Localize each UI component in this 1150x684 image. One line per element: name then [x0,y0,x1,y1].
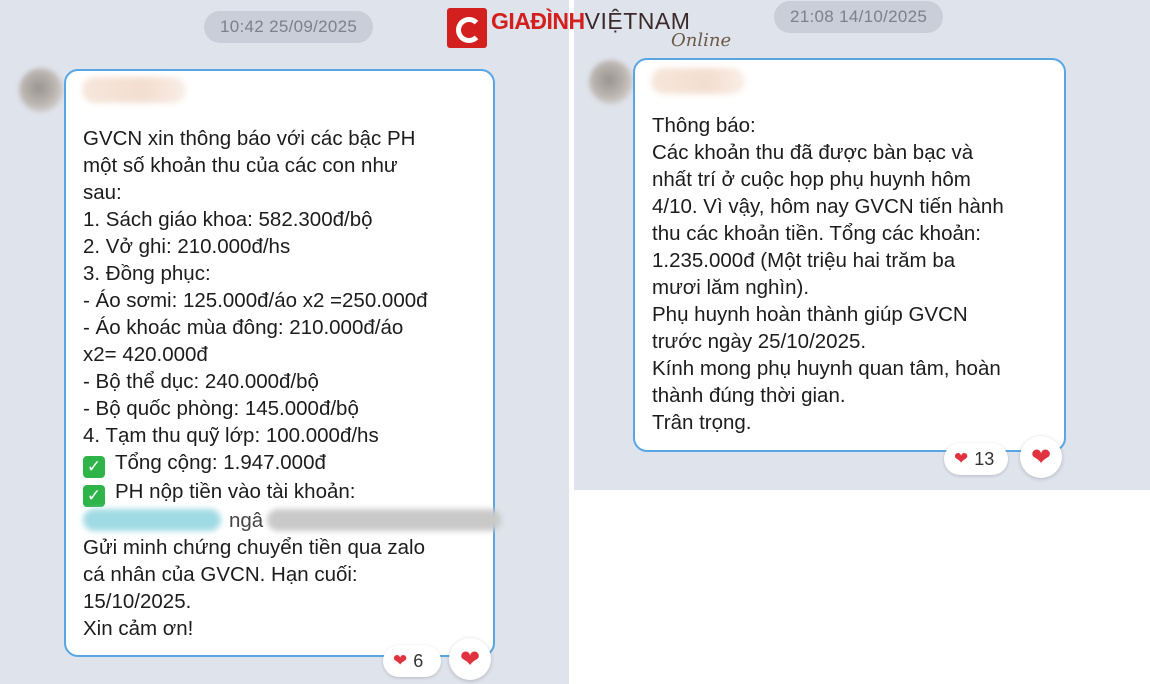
heart-icon: ❤ [393,651,408,670]
account-name-redacted [267,509,501,531]
sender-name-redacted [651,68,745,94]
message-line: 1.235.000đ (Một triệu hai trăm ba [652,249,956,272]
reaction-count: 13 [974,448,995,469]
message-line: cá nhân của GVCN. Hạn cuối: [83,563,358,586]
message-line: GVCN xin thông báo với các bậc PH [83,127,416,150]
timestamp-pill: 21:08 14/10/2025 [774,1,943,33]
message-line: 4. Tạm thu quỹ lớp: 100.000đ/hs [83,424,379,447]
chat-panel-left [0,0,569,684]
checkmark-icon: ✓ [83,456,105,478]
message-line: 4/10. Vì vậy, hôm nay GVCN tiến hành [652,195,1004,218]
react-heart-button[interactable] [1020,436,1062,478]
message-line: sau: [83,181,122,204]
message-text [652,112,1062,436]
message-line: - Áo sơmi: 125.000đ/áo x2 =250.000đ [83,289,428,312]
total-text: Tổng cộng: 1.947.000đ [115,451,326,474]
message-line: 3. Đồng phục: [83,262,211,285]
heart-icon: ❤ [954,449,969,468]
message-line: nhất trí ở cuộc họp phụ huynh hôm [652,168,971,191]
logo-mark-icon [447,8,487,48]
checkmark-icon: ✓ [83,485,105,507]
message-line: 1. Sách giáo khoa: 582.300đ/bộ [83,208,373,231]
watermark-logo [447,6,732,51]
message-line: Xin cảm ơn! [83,617,194,640]
reaction-count: 6 [413,650,424,671]
message-line: Phụ huynh hoàn thành giúp GVCN [652,303,968,326]
chat-panel-right [574,0,1150,490]
logo-brand-script: Online [671,30,732,51]
message-line: - Bộ quốc phòng: 145.000đ/bộ [83,397,359,420]
logo-brand-red: GIAĐÌNH [491,8,585,34]
logo-wordmark [491,6,732,51]
timestamp-pill: 10:42 25/09/2025 [204,11,373,43]
message-line: 2. Vở ghi: 210.000đ/hs [83,235,291,258]
message-line: thu các khoản tiền. Tổng các khoản: [652,222,981,245]
message-text [83,125,493,642]
message-bubble[interactable] [64,69,495,657]
message-line: - Bộ thể dục: 240.000đ/bộ [83,370,319,393]
message-line: trước ngày 25/10/2025. [652,330,867,353]
message-line: - Áo khoác mùa đông: 210.000đ/áo [83,316,404,339]
message-line: Trân trọng. [652,411,752,434]
total-line [83,449,493,478]
heart-icon: ❤ [1030,443,1052,471]
message-line: Kính mong phụ huynh quan tâm, hoàn [652,357,1001,380]
payment-text: PH nộp tiền vào tài khoản: [115,480,356,503]
message-line: thành đúng thời gian. [652,384,846,407]
message-line: Thông báo: [652,114,756,137]
sender-avatar[interactable] [589,60,633,104]
account-number-redacted [83,509,221,531]
reaction-summary[interactable] [944,443,1008,475]
message-line: Gửi minh chứng chuyển tiền qua zalo [83,536,425,559]
message-line: một số khoản thu của các con như [83,154,398,177]
heart-icon: ❤ [459,645,481,673]
react-heart-button[interactable] [449,638,491,680]
message-line: Các khoản thu đã được bàn bạc và [652,141,974,164]
account-bank-fragment: ngâ [229,509,264,532]
message-line: mươi lăm nghìn). [652,276,810,299]
account-line-redacted [83,507,493,534]
sender-avatar[interactable] [19,68,63,112]
message-bubble[interactable] [633,58,1066,452]
reaction-summary[interactable] [383,645,441,677]
payment-line [83,478,493,507]
sender-name-redacted [82,77,186,103]
message-line: 15/10/2025. [83,590,192,613]
logo-brand-dark: VIỆTNAM [584,8,691,34]
message-line: x2= 420.000đ [83,343,208,366]
